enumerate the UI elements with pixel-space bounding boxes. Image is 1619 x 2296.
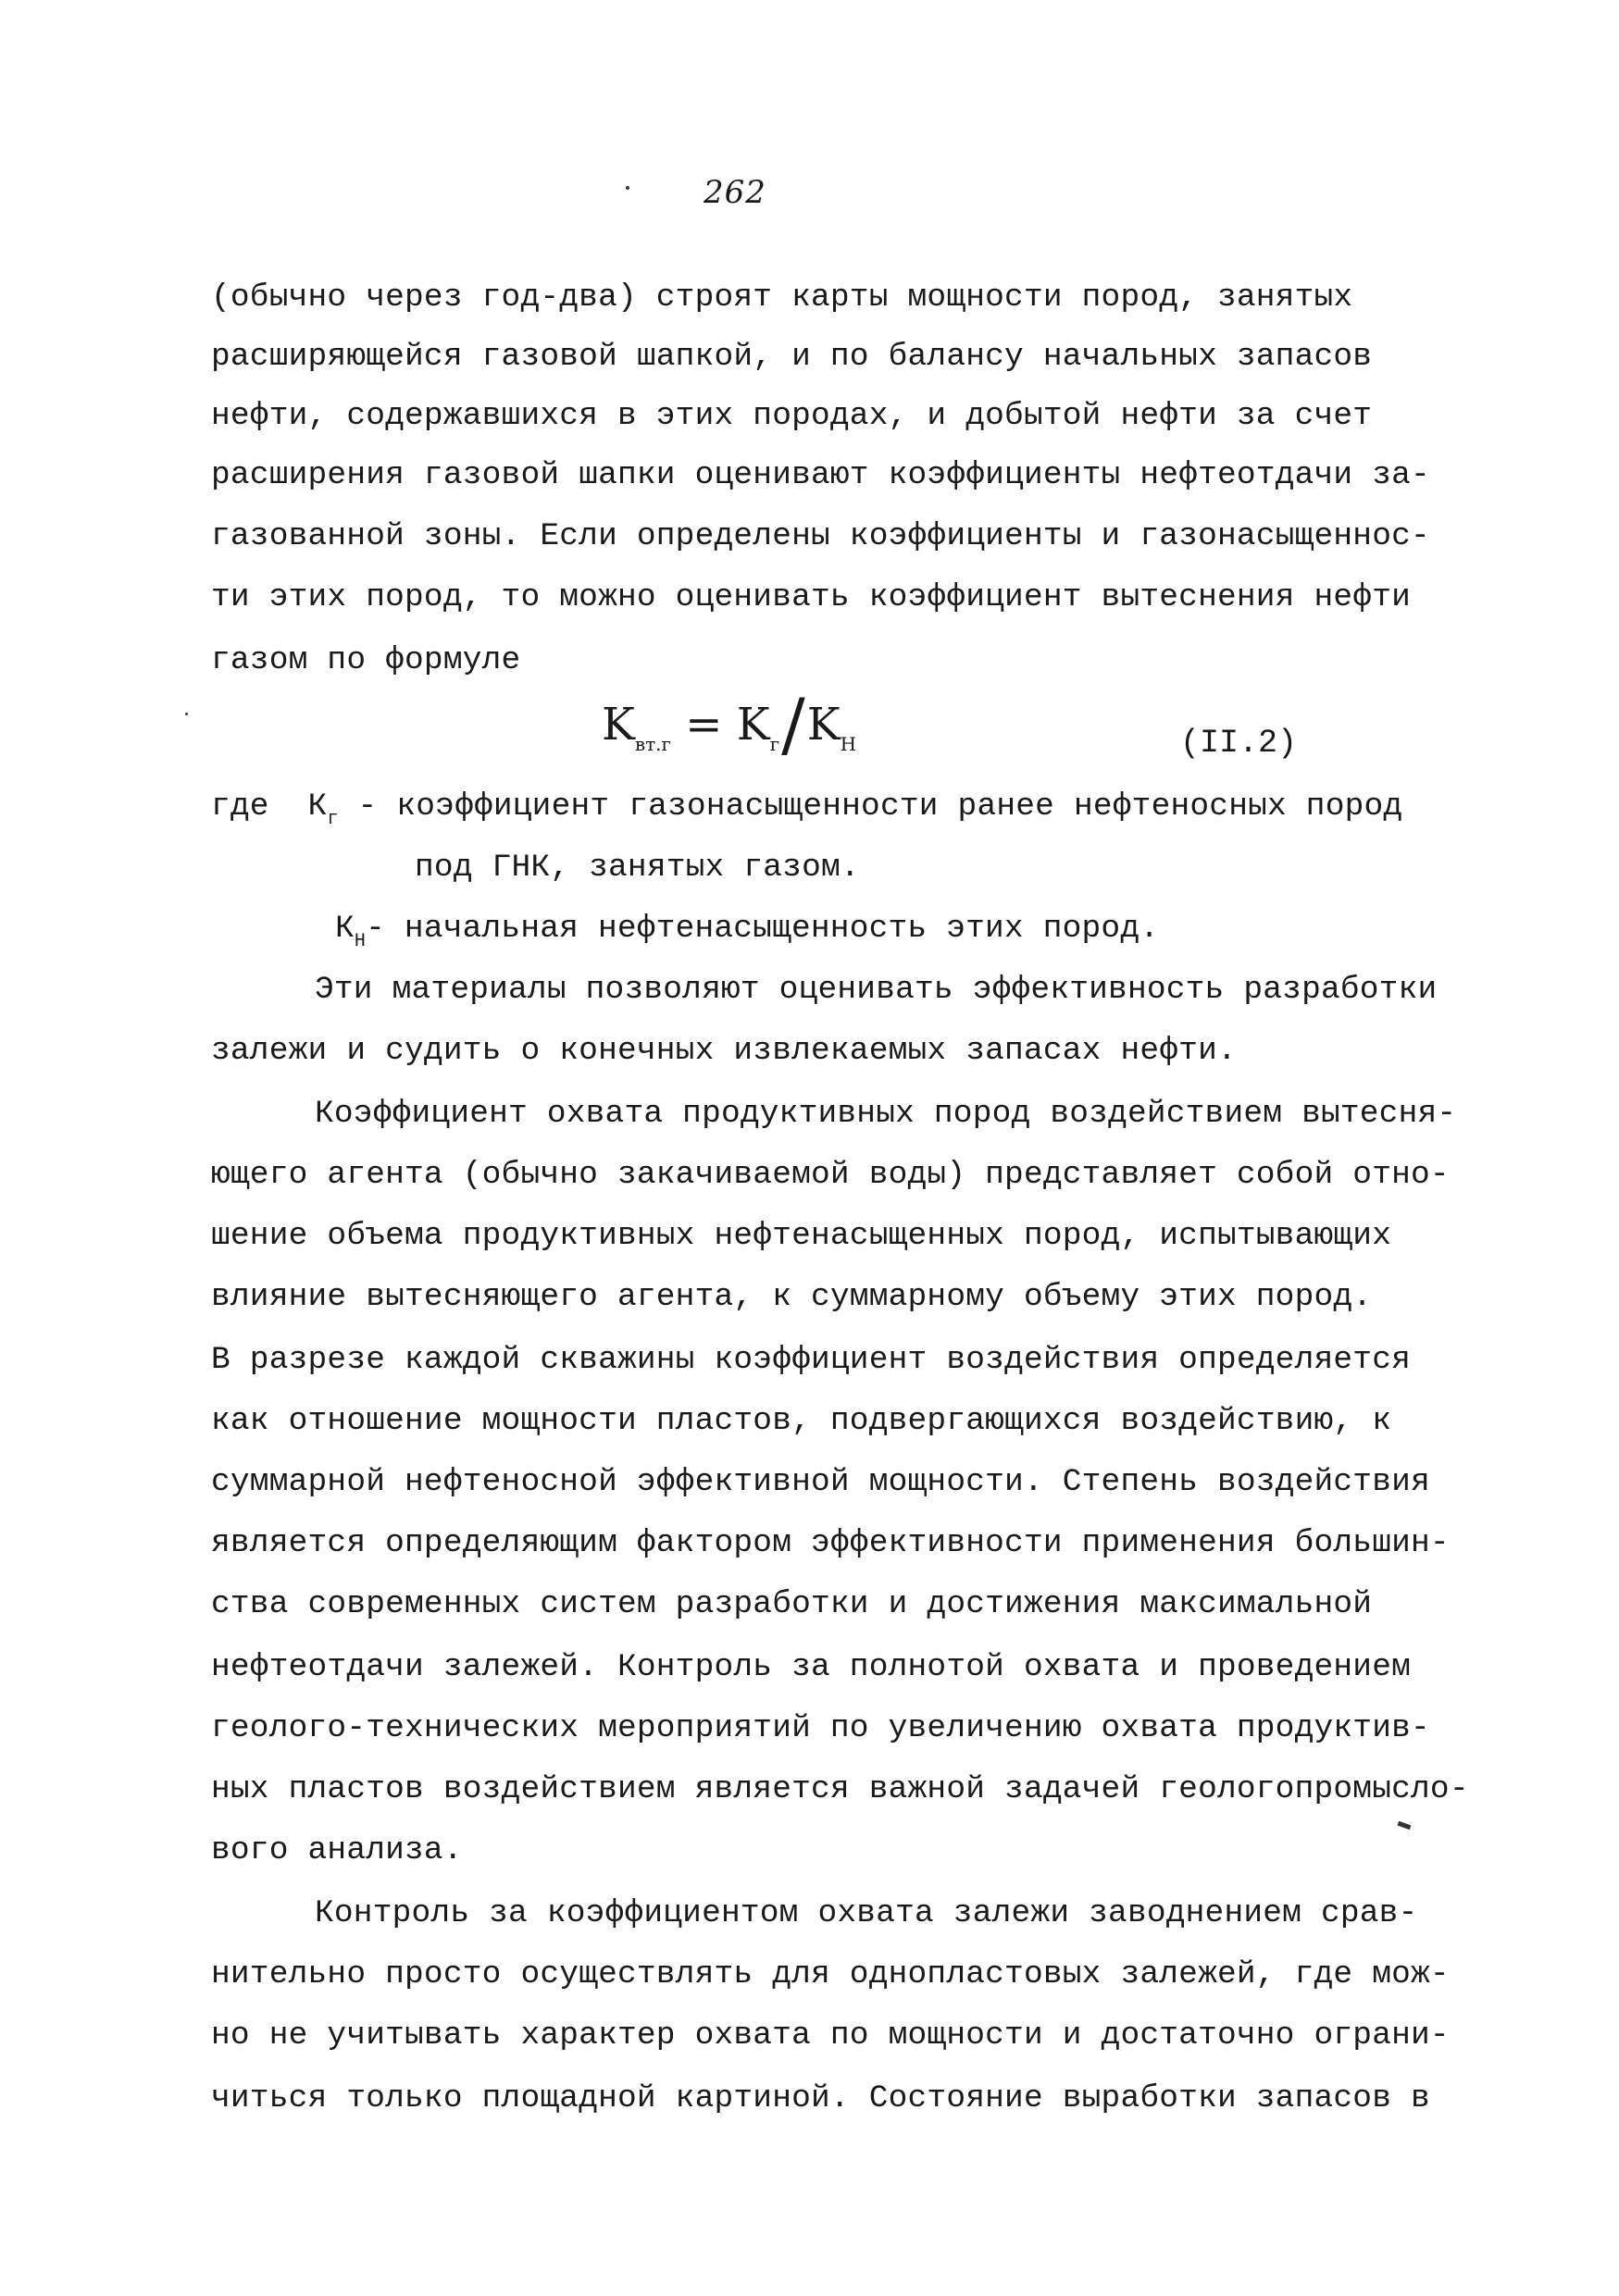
where-kn-definition: - начальная нефтенасыщенность этих пород. bbox=[366, 911, 1160, 947]
formula-numerator-subscript: г bbox=[769, 733, 780, 755]
where-kg-definition: - коэффициент газонасыщенности ранее нефтеносных пород bbox=[357, 788, 1403, 825]
formula-lhs-subscript: вт.г bbox=[634, 733, 672, 755]
equation-number: (II.2) bbox=[1180, 725, 1298, 762]
text-line: (обычно через год-два) строят карты мощности пород, занятых bbox=[211, 279, 1353, 316]
where-line-3 bbox=[335, 911, 1159, 961]
formula-denominator-subscript: Н bbox=[840, 733, 857, 755]
text-line: нефти, содержавшихся в этих породах, и добытой нефти за счет bbox=[211, 398, 1373, 434]
scan-speck bbox=[185, 713, 188, 715]
text-line: ных пластов воздействием является важной задачей геологопромысло- bbox=[211, 1771, 1469, 1807]
text-line: Эти материалы позволяют оценивать эффективность разработки bbox=[315, 972, 1438, 1008]
text-line: залежи и судить о конечных извлекаемых запасах нефти. bbox=[211, 1033, 1237, 1069]
text-line: ти этих пород, то можно оценивать коэффициент вытеснения нефти bbox=[211, 579, 1412, 615]
scan-speck bbox=[1398, 1821, 1412, 1830]
text-line: расширяющейся газовой шапкой, и по балансу начальных запасов bbox=[211, 339, 1373, 375]
where-line-2: под ГНК, занятых газом. bbox=[415, 850, 860, 886]
where-symbol-kn: К bbox=[335, 911, 355, 947]
where-symbol-kg: К bbox=[307, 788, 328, 825]
formula-numerator: K bbox=[736, 699, 770, 751]
text-line: вого анализа. bbox=[211, 1832, 463, 1868]
text-line: Контроль за коэффициентом охвата залежи заводнением срав- bbox=[315, 1895, 1418, 1931]
text-line: газом по формуле bbox=[211, 642, 521, 678]
text-line: В разрезе каждой скважины коэффициент воздействия определяется bbox=[211, 1342, 1412, 1378]
formula-slash: / bbox=[781, 683, 805, 765]
scan-speck bbox=[626, 186, 629, 190]
text-line: газованной зоны. Если определены коэффициенты и газонасыщеннос- bbox=[211, 518, 1430, 554]
text-line: ства современных систем разработки и достижения максимальной bbox=[211, 1586, 1373, 1622]
where-line-1 bbox=[211, 788, 1402, 838]
text-line: шение объема продуктивных нефтенасыщенных пород, испытывающих bbox=[211, 1218, 1392, 1254]
text-line: геолого-технических мероприятий по увеличению охвата продуктив- bbox=[211, 1710, 1430, 1746]
formula-equals: = bbox=[685, 699, 723, 751]
where-prefix: где bbox=[211, 788, 269, 825]
text-line: как отношение мощности пластов, подвергающихся воздействию, к bbox=[211, 1403, 1392, 1439]
page-number: 262 bbox=[704, 174, 766, 211]
text-line: ющего агента (обычно закачиваемой воды) представляет собой отно- bbox=[211, 1157, 1450, 1193]
text-line: влияние вытесняющего агента, к суммарному объему этих пород. bbox=[211, 1279, 1373, 1315]
text-line: нительно просто осуществлять для однопластовых залежей, где мож- bbox=[211, 1956, 1450, 1992]
formula-lhs: K bbox=[602, 699, 635, 751]
text-line: но не учитывать характер охвата по мощности и достаточно ограни- bbox=[211, 2017, 1450, 2054]
text-line: нефтеотдачи залежей. Контроль за полнотой охвата и проведением bbox=[211, 1649, 1412, 1685]
text-line: Коэффициент охвата продуктивных пород воздействием вытесня- bbox=[315, 1096, 1457, 1132]
formula-denominator: K bbox=[806, 699, 841, 751]
where-symbol-kg-subscript: г bbox=[327, 809, 339, 830]
text-line: суммарной нефтеносной эффективной мощности. Степень воздействия bbox=[211, 1464, 1430, 1500]
formula bbox=[602, 683, 857, 765]
where-symbol-kn-subscript: Н bbox=[354, 931, 367, 952]
text-line: расширения газовой шапки оценивают коэффициенты нефтеотдачи за- bbox=[211, 457, 1430, 493]
text-line: является определяющим фактором эффективности применения большин- bbox=[211, 1525, 1450, 1561]
text-line: читься только площадной картиной. Состояние выработки запасов в bbox=[211, 2080, 1430, 2116]
